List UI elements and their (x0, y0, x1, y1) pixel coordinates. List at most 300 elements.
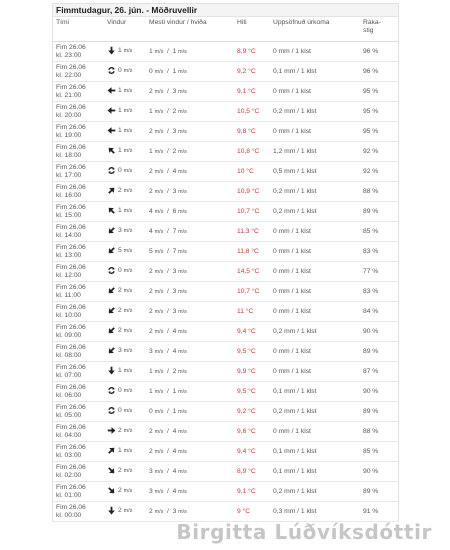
wind-speed: 1 (118, 127, 122, 134)
calm-wind-icon (107, 406, 116, 415)
table-row (53, 62, 398, 82)
mean-wind-unit: m/s (154, 509, 164, 515)
precipitation-cell: 1,2 mm / 1 klst (270, 142, 360, 162)
gust-value: 3 (172, 88, 177, 95)
gust-value: 3 (172, 308, 177, 315)
row-hour: kl. 04:00 (56, 431, 82, 439)
precipitation-cell: 0 mm / 1 klst (270, 362, 360, 382)
wind-arrow-south-icon (107, 366, 116, 375)
calm-wind-icon (107, 166, 116, 175)
temperature-cell: 8,9 °C (234, 462, 270, 482)
mean-wind-unit: m/s (154, 289, 164, 295)
time-cell (53, 482, 104, 502)
gust-unit: m/s (178, 289, 187, 295)
gust-cell: 0 m/s / 1 m/s (146, 62, 234, 82)
humidity-cell: 90 % (360, 382, 398, 402)
row-hour: kl. 21:00 (56, 91, 82, 99)
humidity-cell: 95 % (360, 102, 398, 122)
temperature-cell: 9,5 °C (234, 342, 270, 362)
mean-wind-unit: m/s (154, 249, 164, 255)
wind-arrow-southeast-icon (107, 466, 116, 475)
wind-unit: m/s (123, 287, 133, 294)
wind-unit: m/s (123, 247, 133, 254)
weather-table-panel (52, 3, 399, 522)
wind-arrow-northwest-icon (107, 206, 116, 215)
mean-wind-value: 2 (149, 308, 153, 315)
wind-unit: m/s (123, 407, 133, 414)
mean-wind-unit: m/s (154, 469, 164, 475)
column-header-temperature: Hiti (234, 17, 270, 42)
gust-value: 3 (172, 508, 177, 515)
wind-arrow-southwest-icon (107, 226, 116, 235)
table-row (53, 262, 398, 282)
time-cell (53, 62, 104, 82)
wind-speed: 0 (118, 267, 122, 274)
mean-wind-value: 1 (149, 108, 153, 115)
row-day: Fim 26.06 (56, 144, 86, 151)
precipitation-cell: 0 mm / 1 klst (270, 342, 360, 362)
row-hour: kl. 22:00 (56, 71, 82, 79)
table-title: Fimmtudagur, 26. jún. - Möðruvellir (53, 4, 398, 17)
row-day: Fim 26.06 (56, 104, 86, 111)
mean-wind-value: 1 (149, 148, 153, 155)
humidity-cell: 92 % (360, 142, 398, 162)
precipitation-cell: 0,1 mm / 1 klst (270, 442, 360, 462)
time-cell (53, 182, 104, 202)
column-header-humidity (360, 17, 398, 42)
row-day: Fim 26.06 (56, 224, 86, 231)
humidity-cell: 91 % (360, 502, 398, 522)
wind-unit: m/s (123, 467, 133, 474)
time-cell (53, 402, 104, 422)
row-hour: kl. 05:00 (56, 411, 82, 419)
humidity-cell: 89 % (360, 202, 398, 222)
gust-cell: 3 m/s / 4 m/s (146, 342, 234, 362)
wind-arrow-west-icon (107, 126, 116, 135)
wind-speed: 5 (118, 247, 122, 254)
wind-unit: m/s (123, 447, 133, 454)
wind-speed: 2 (118, 507, 122, 514)
wind-unit: m/s (123, 267, 133, 274)
table-row (53, 402, 398, 422)
precipitation-cell: 0 mm / 1 klst (270, 282, 360, 302)
row-day: Fim 26.06 (56, 444, 86, 451)
table-row (53, 122, 398, 142)
gust-cell: 2 m/s / 4 m/s (146, 162, 234, 182)
time-cell (53, 42, 104, 62)
mean-wind-unit: m/s (154, 309, 164, 315)
wind-unit: m/s (123, 367, 133, 374)
table-row (53, 362, 398, 382)
row-hour: kl. 20:00 (56, 111, 82, 119)
humidity-cell: 90 % (360, 322, 398, 342)
wind-cell (104, 302, 146, 322)
gust-unit: m/s (178, 69, 187, 75)
gust-unit: m/s (178, 349, 187, 355)
wind-speed: 2 (118, 427, 122, 434)
mean-wind-value: 2 (149, 188, 153, 195)
temperature-cell: 10,7 °C (234, 202, 270, 222)
table-row (53, 482, 398, 502)
temperature-cell: 9,2 °C (234, 62, 270, 82)
row-day: Fim 26.06 (56, 44, 86, 51)
precipitation-cell: 0,2 mm / 1 klst (270, 182, 360, 202)
time-cell (53, 322, 104, 342)
wind-cell (104, 282, 146, 302)
wind-cell (104, 462, 146, 482)
mean-wind-unit: m/s (154, 329, 164, 335)
mean-wind-value: 0 (149, 68, 153, 75)
wind-arrow-northwest-icon (107, 146, 116, 155)
wind-cell (104, 482, 146, 502)
humidity-header-line2: stig (363, 27, 374, 34)
temperature-cell: 10,8 °C (234, 142, 270, 162)
gust-cell: 4 m/s / 6 m/s (146, 202, 234, 222)
table-row (53, 202, 398, 222)
row-day: Fim 26.06 (56, 464, 86, 471)
wind-unit: m/s (123, 47, 133, 54)
gust-unit: m/s (178, 489, 187, 495)
gust-value: 4 (172, 348, 177, 355)
row-day: Fim 26.06 (56, 404, 86, 411)
wind-cell (104, 202, 146, 222)
table-row (53, 242, 398, 262)
gust-cell: 0 m/s / 1 m/s (146, 402, 234, 422)
wind-cell (104, 442, 146, 462)
wind-cell (104, 242, 146, 262)
row-day: Fim 26.06 (56, 64, 86, 71)
precipitation-cell: 0,5 mm / 1 klst (270, 162, 360, 182)
humidity-cell: 88 % (360, 422, 398, 442)
precipitation-cell: 0,1 mm / 1 klst (270, 62, 360, 82)
mean-wind-unit: m/s (154, 489, 164, 495)
wind-unit: m/s (123, 87, 133, 94)
temperature-cell: 9,2 °C (234, 402, 270, 422)
mean-wind-value: 3 (149, 348, 153, 355)
gust-value: 3 (172, 188, 177, 195)
wind-cell (104, 322, 146, 342)
time-cell (53, 162, 104, 182)
wind-arrow-southwest-icon (107, 326, 116, 335)
gust-unit: m/s (178, 229, 187, 235)
wind-arrow-west-icon (107, 86, 116, 95)
gust-value: 6 (172, 208, 177, 215)
gust-value: 2 (172, 368, 177, 375)
wind-arrow-south-icon (107, 506, 116, 515)
mean-wind-unit: m/s (154, 109, 164, 115)
row-day: Fim 26.06 (56, 84, 86, 91)
time-cell (53, 442, 104, 462)
gust-unit: m/s (178, 369, 187, 375)
precipitation-cell: 0 mm / 1 klst (270, 422, 360, 442)
precipitation-cell: 0,3 mm / 1 klst (270, 502, 360, 522)
temperature-cell: 10,5 °C (234, 102, 270, 122)
table-row (53, 102, 398, 122)
wind-speed: 0 (118, 407, 122, 414)
temperature-cell: 9,4 °C (234, 442, 270, 462)
wind-speed: 2 (118, 487, 122, 494)
wind-unit: m/s (123, 227, 133, 234)
wind-arrow-southwest-icon (107, 246, 116, 255)
humidity-cell: 88 % (360, 182, 398, 202)
table-row (53, 462, 398, 482)
gust-value: 7 (172, 248, 177, 255)
wind-arrow-south-icon (107, 46, 116, 55)
table-row (53, 222, 398, 242)
temperature-cell: 10,9 °C (234, 182, 270, 202)
column-header-wind: Vindur (104, 17, 146, 42)
mean-wind-value: 2 (149, 128, 153, 135)
row-day: Fim 26.06 (56, 124, 86, 131)
gust-value: 3 (172, 288, 177, 295)
row-hour: kl. 19:00 (56, 131, 82, 139)
wind-cell (104, 262, 146, 282)
gust-cell: 1 m/s / 2 m/s (146, 102, 234, 122)
wind-speed: 2 (118, 287, 122, 294)
precipitation-cell: 0,2 mm / 1 klst (270, 102, 360, 122)
precipitation-cell: 0,1 mm / 1 klst (270, 462, 360, 482)
gust-cell: 2 m/s / 3 m/s (146, 82, 234, 102)
gust-unit: m/s (178, 329, 187, 335)
row-hour: kl. 23:00 (56, 51, 82, 59)
wind-unit: m/s (123, 207, 133, 214)
precipitation-cell: 0 mm / 1 klst (270, 262, 360, 282)
mean-wind-unit: m/s (154, 389, 164, 395)
gust-cell: 3 m/s / 4 m/s (146, 462, 234, 482)
temperature-cell: 10,7 °C (234, 282, 270, 302)
time-cell (53, 202, 104, 222)
row-hour: kl. 17:00 (56, 171, 82, 179)
gust-cell: 2 m/s / 3 m/s (146, 262, 234, 282)
humidity-cell: 89 % (360, 482, 398, 502)
wind-arrow-northeast-icon (107, 186, 116, 195)
gust-unit: m/s (178, 449, 187, 455)
wind-cell (104, 142, 146, 162)
row-day: Fim 26.06 (56, 364, 86, 371)
precipitation-cell: 0 mm / 1 klst (270, 82, 360, 102)
wind-unit: m/s (123, 107, 133, 114)
column-header-time: Tími (53, 17, 104, 42)
gust-unit: m/s (178, 169, 187, 175)
humidity-cell: 89 % (360, 342, 398, 362)
temperature-cell: 9,8 °C (234, 122, 270, 142)
wind-speed: 2 (118, 467, 122, 474)
mean-wind-value: 2 (149, 168, 153, 175)
row-hour: kl. 01:00 (56, 491, 82, 499)
wind-speed: 1 (118, 47, 122, 54)
gust-cell: 2 m/s / 3 m/s (146, 302, 234, 322)
gust-unit: m/s (178, 389, 187, 395)
gust-value: 3 (172, 128, 177, 135)
humidity-cell: 92 % (360, 162, 398, 182)
wind-unit: m/s (123, 147, 133, 154)
wind-cell (104, 182, 146, 202)
table-row (53, 342, 398, 362)
row-day: Fim 26.06 (56, 384, 86, 391)
wind-speed: 1 (118, 147, 122, 154)
row-day: Fim 26.06 (56, 344, 86, 351)
humidity-cell: 84 % (360, 302, 398, 322)
row-hour: kl. 08:00 (56, 351, 82, 359)
mean-wind-value: 1 (149, 368, 153, 375)
gust-value: 4 (172, 488, 177, 495)
row-hour: kl. 15:00 (56, 211, 82, 219)
row-day: Fim 26.06 (56, 244, 86, 251)
mean-wind-value: 5 (149, 248, 153, 255)
row-hour: kl. 00:00 (56, 511, 82, 519)
gust-value: 4 (172, 448, 177, 455)
gust-value: 1 (172, 48, 177, 55)
calm-wind-icon (107, 386, 116, 395)
humidity-cell: 83 % (360, 242, 398, 262)
mean-wind-value: 2 (149, 448, 153, 455)
mean-wind-value: 4 (149, 208, 153, 215)
temperature-cell: 11,3 °C (234, 222, 270, 242)
precipitation-cell: 0,2 mm / 1 klst (270, 202, 360, 222)
gust-cell: 2 m/s / 3 m/s (146, 502, 234, 522)
precipitation-cell: 0 mm / 1 klst (270, 42, 360, 62)
wind-speed: 1 (118, 367, 122, 374)
wind-cell (104, 422, 146, 442)
column-header-gust: Mesti vindur / hviða (146, 17, 234, 42)
gust-cell: 2 m/s / 4 m/s (146, 422, 234, 442)
time-cell (53, 122, 104, 142)
gust-unit: m/s (178, 409, 187, 415)
temperature-cell: 9 °C (234, 502, 270, 522)
wind-cell (104, 222, 146, 242)
gust-unit: m/s (178, 149, 187, 155)
mean-wind-value: 2 (149, 288, 153, 295)
gust-unit: m/s (178, 469, 187, 475)
mean-wind-value: 4 (149, 228, 153, 235)
gust-unit: m/s (178, 209, 187, 215)
wind-unit: m/s (123, 67, 133, 74)
wind-unit: m/s (123, 327, 133, 334)
calm-wind-icon (107, 66, 116, 75)
row-day: Fim 26.06 (56, 324, 86, 331)
temperature-cell: 11 °C (234, 302, 270, 322)
mean-wind-unit: m/s (154, 229, 164, 235)
temperature-cell: 9,9 °C (234, 362, 270, 382)
table-row (53, 82, 398, 102)
time-cell (53, 362, 104, 382)
wind-speed: 1 (118, 447, 122, 454)
time-cell (53, 102, 104, 122)
table-row (53, 142, 398, 162)
humidity-cell: 90 % (360, 462, 398, 482)
mean-wind-unit: m/s (154, 129, 164, 135)
time-cell (53, 242, 104, 262)
table-row (53, 302, 398, 322)
precipitation-cell: 0 mm / 1 klst (270, 122, 360, 142)
gust-unit: m/s (178, 189, 187, 195)
hourly-weather-table (53, 17, 398, 522)
gust-unit: m/s (178, 109, 187, 115)
photographer-watermark: Birgitta Lúðvíksdóttir (176, 520, 432, 544)
gust-value: 4 (172, 428, 177, 435)
wind-cell (104, 102, 146, 122)
gust-cell: 1 m/s / 1 m/s (146, 382, 234, 402)
row-hour: kl. 13:00 (56, 251, 82, 259)
mean-wind-value: 2 (149, 268, 153, 275)
gust-cell: 2 m/s / 4 m/s (146, 442, 234, 462)
precipitation-cell: 0 mm / 1 klst (270, 222, 360, 242)
temperature-cell: 9,1 °C (234, 482, 270, 502)
gust-value: 4 (172, 468, 177, 475)
wind-unit: m/s (123, 487, 133, 494)
wind-speed: 1 (118, 107, 122, 114)
gust-unit: m/s (178, 49, 187, 55)
wind-cell (104, 82, 146, 102)
temperature-cell: 14,5 °C (234, 262, 270, 282)
calm-wind-icon (107, 266, 116, 275)
gust-unit: m/s (178, 309, 187, 315)
gust-cell: 2 m/s / 3 m/s (146, 182, 234, 202)
table-row (53, 282, 398, 302)
mean-wind-unit: m/s (154, 169, 164, 175)
table-row (53, 42, 398, 62)
humidity-cell: 85 % (360, 442, 398, 462)
wind-cell (104, 342, 146, 362)
wind-cell (104, 42, 146, 62)
mean-wind-value: 1 (149, 48, 153, 55)
gust-value: 1 (172, 388, 177, 395)
gust-cell: 2 m/s / 3 m/s (146, 282, 234, 302)
precipitation-cell: 0,2 mm / 1 klst (270, 322, 360, 342)
wind-speed: 0 (118, 387, 122, 394)
humidity-cell: 89 % (360, 402, 398, 422)
gust-cell: 2 m/s / 3 m/s (146, 122, 234, 142)
mean-wind-value: 3 (149, 468, 153, 475)
gust-unit: m/s (178, 129, 187, 135)
humidity-cell: 95 % (360, 122, 398, 142)
time-cell (53, 302, 104, 322)
gust-value: 2 (172, 108, 177, 115)
wind-arrow-southeast-icon (107, 486, 116, 495)
wind-speed: 0 (118, 167, 122, 174)
row-day: Fim 26.06 (56, 304, 86, 311)
time-cell (53, 382, 104, 402)
gust-cell: 2 m/s / 4 m/s (146, 322, 234, 342)
gust-cell: 4 m/s / 7 m/s (146, 222, 234, 242)
humidity-cell: 96 % (360, 42, 398, 62)
wind-cell (104, 362, 146, 382)
time-cell (53, 262, 104, 282)
time-cell (53, 462, 104, 482)
humidity-cell: 87 % (360, 362, 398, 382)
row-day: Fim 26.06 (56, 264, 86, 271)
wind-unit: m/s (123, 347, 133, 354)
row-hour: kl. 02:00 (56, 471, 82, 479)
table-row (53, 442, 398, 462)
time-cell (53, 282, 104, 302)
wind-arrow-southwest-icon (107, 286, 116, 295)
time-cell (53, 222, 104, 242)
gust-value: 1 (172, 68, 177, 75)
gust-cell: 5 m/s / 7 m/s (146, 242, 234, 262)
wind-speed: 2 (118, 327, 122, 334)
precipitation-cell: 0 mm / 1 klst (270, 242, 360, 262)
wind-unit: m/s (123, 387, 133, 394)
humidity-cell: 96 % (360, 62, 398, 82)
wind-cell (104, 62, 146, 82)
wind-arrow-east-icon (107, 426, 116, 435)
gust-unit: m/s (178, 429, 187, 435)
row-day: Fim 26.06 (56, 504, 86, 511)
row-hour: kl. 06:00 (56, 391, 82, 399)
row-hour: kl. 18:00 (56, 151, 82, 159)
time-cell (53, 342, 104, 362)
